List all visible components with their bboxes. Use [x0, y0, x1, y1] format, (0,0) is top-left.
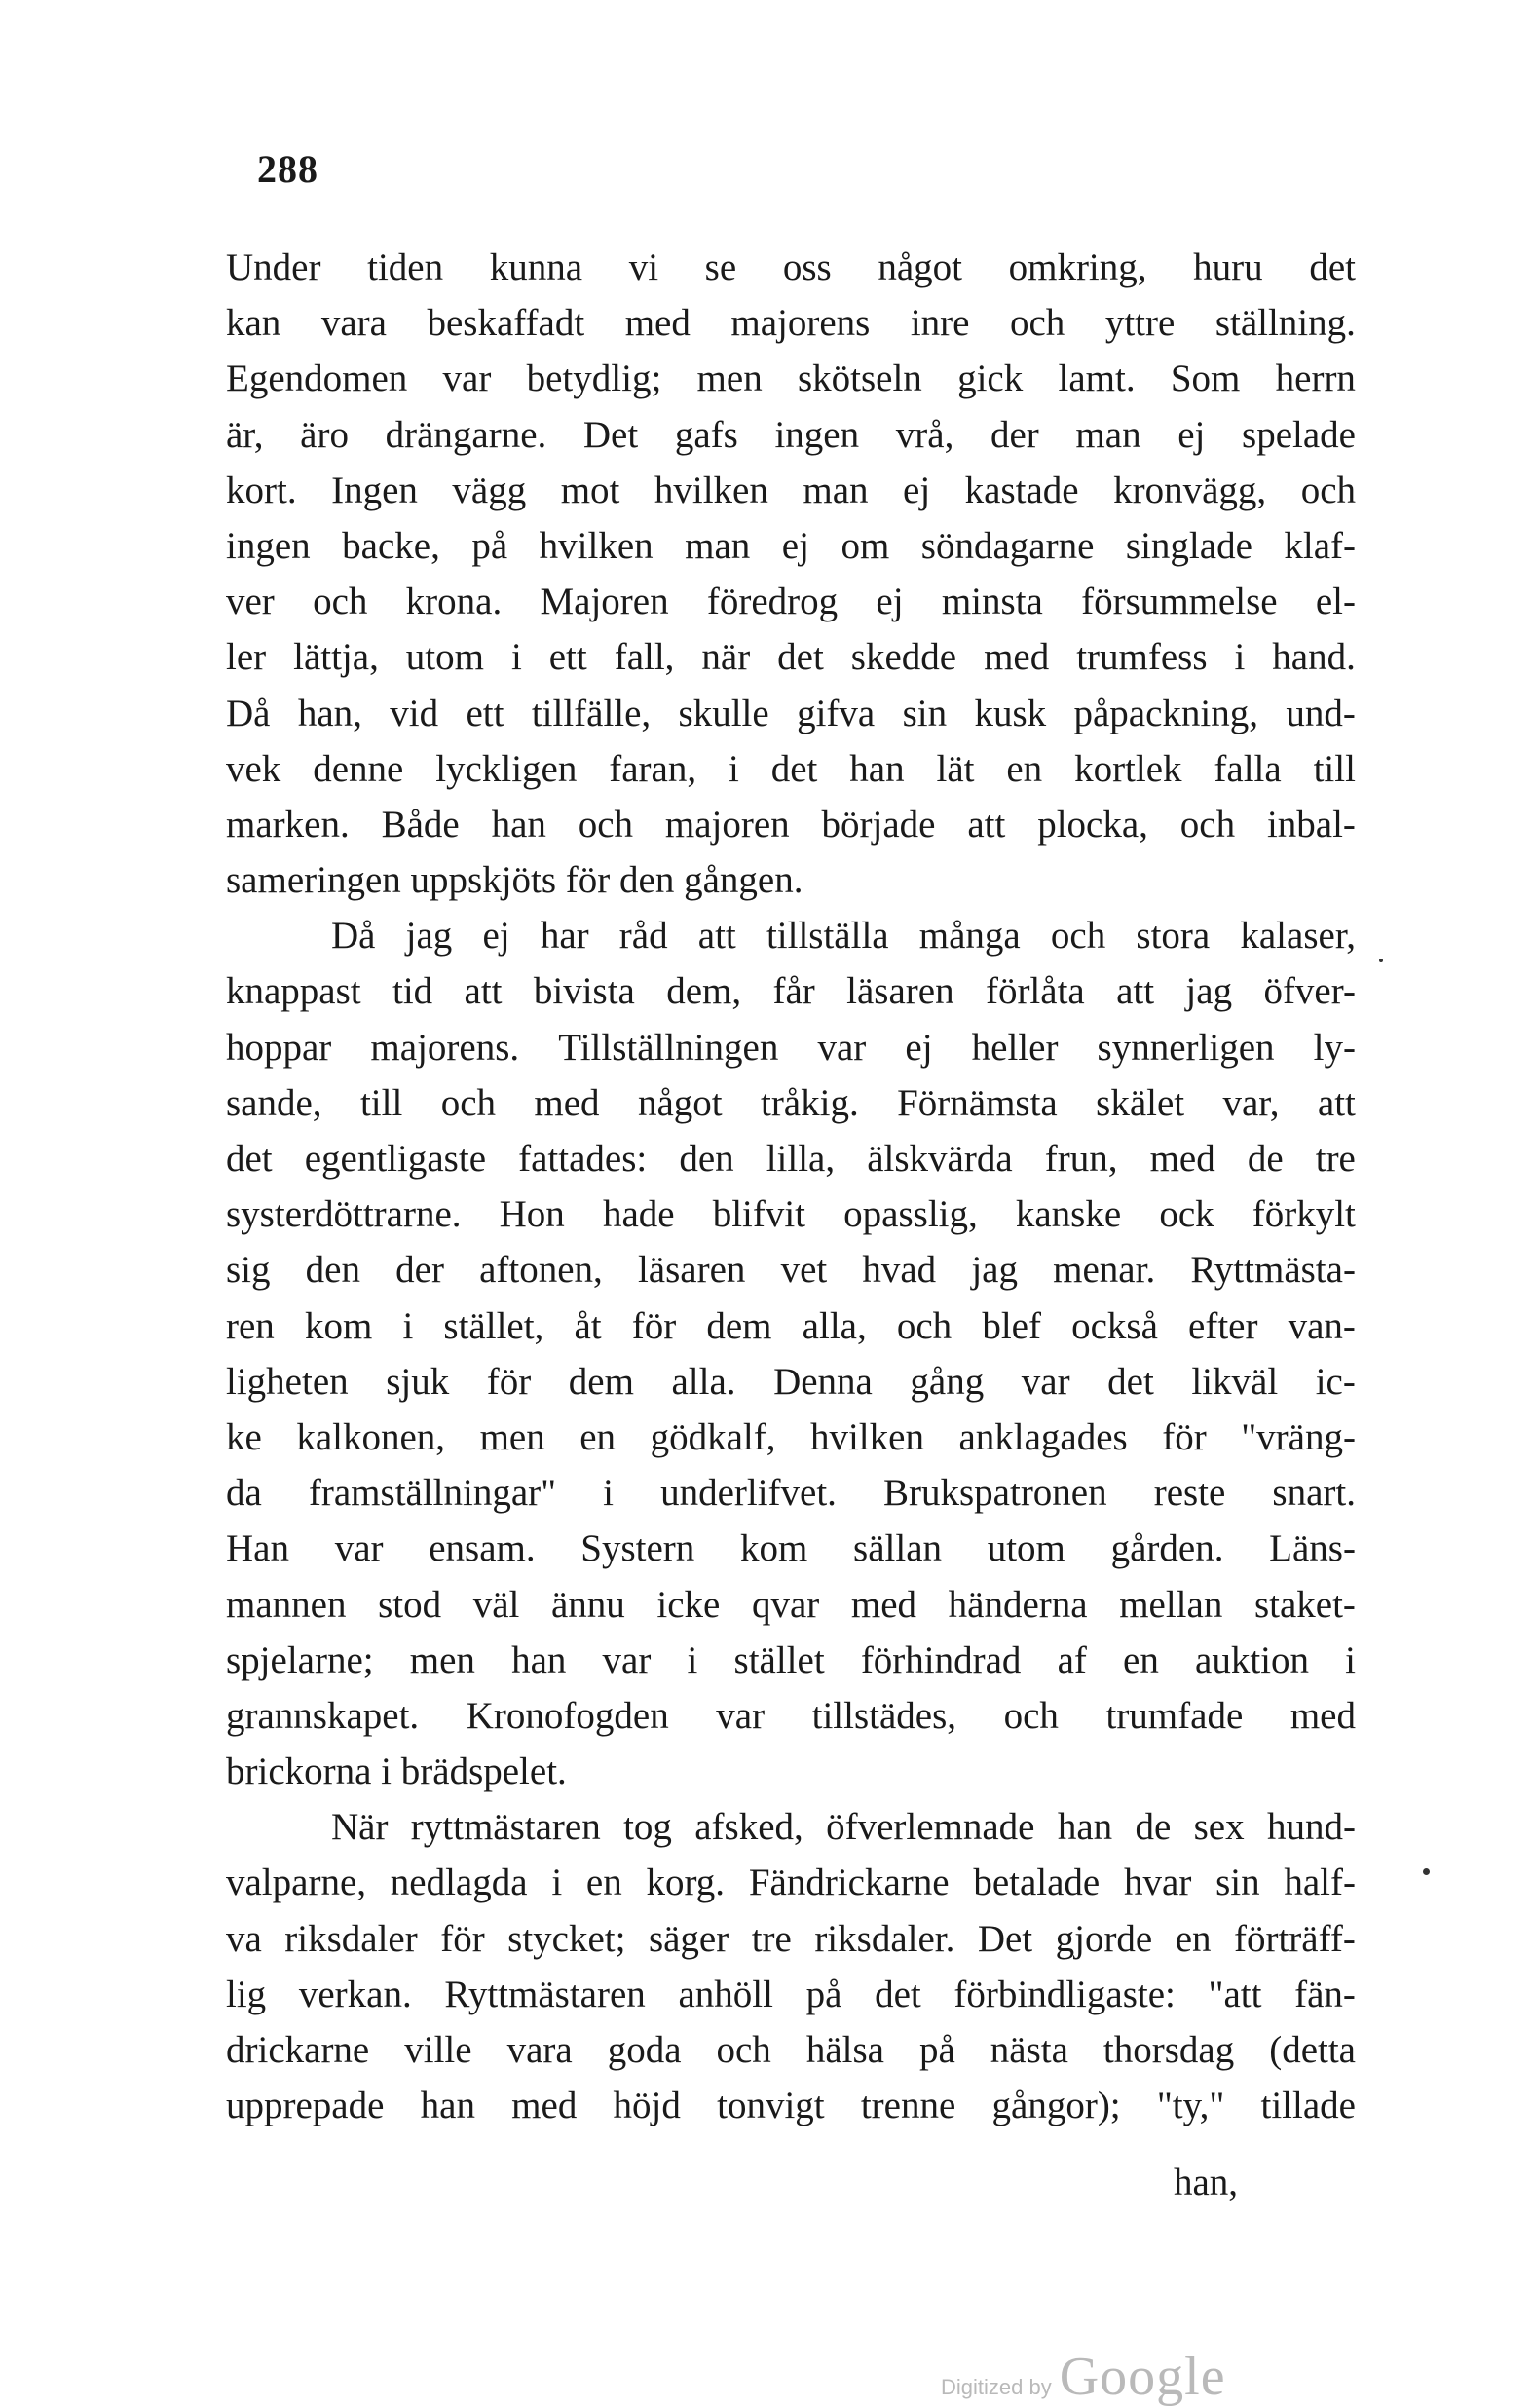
- text-line: da framställningar" i underlifvet. Brukspatronen reste snart.: [226, 1472, 1356, 1515]
- text-line: mannen stod väl ännu icke qvar med händerna mellan staket-: [226, 1583, 1356, 1626]
- text-line: valparne, nedlagda i en korg. Fändrickarne betalade hvar sin half-: [226, 1862, 1356, 1904]
- text-line: va riksdaler för stycket; säger tre riksdaler. Det gjorde en förträff-: [226, 1917, 1356, 1960]
- text-line: lig verkan. Ryttmästaren anhöll på det förbindligaste: "att fän-: [226, 1973, 1356, 2015]
- text-line: Då jag ej har råd att tillställa många och stora kalaser,: [331, 915, 1356, 958]
- catchword: han,: [1174, 2162, 1239, 2203]
- text-line: Då han, vid ett tillfälle, skulle gifva sin kusk påpackning, und-: [226, 692, 1356, 734]
- text-line: sande, till och med något tråkig. Förnämsta skälet var, att: [226, 1081, 1356, 1124]
- text-line: sig den der aftonen, läsaren vet hvad jag menar. Ryttmästa-: [226, 1249, 1356, 1292]
- text-line: systerdöttrarne. Hon hade blifvit opasslig, kanske ock förkylt: [226, 1193, 1356, 1236]
- text-line: marken. Både han och majoren började att plocka, och inbal-: [226, 803, 1356, 846]
- stray-ink-mark: [1423, 1868, 1430, 1875]
- text-line: ke kalkonen, men en gödkalf, hvilken anklagades för "vräng-: [226, 1415, 1356, 1458]
- stray-ink-mark: [1379, 959, 1383, 962]
- text-line: ingen backe, på hvilken man ej om söndagarne singlade klaf-: [226, 524, 1356, 567]
- text-line: sameringen uppskjöts för den gången.: [226, 859, 803, 902]
- text-line: upprepade han med höjd tonvigt trenne gångor); "ty," tillade: [226, 2085, 1356, 2127]
- text-line: knappast tid att bivista dem, får läsaren förlåta att jag öfver-: [226, 970, 1356, 1013]
- text-line: ligheten sjuk för dem alla. Denna gång var det likväl ic-: [226, 1360, 1356, 1403]
- text-line: ver och krona. Majoren föredrog ej minsta försummelse el-: [226, 581, 1356, 623]
- watermark-prefix: Digitized by: [941, 2375, 1052, 2399]
- text-line: ler lättja, utom i ett fall, när det skedde med trumfess i hand.: [226, 636, 1356, 679]
- text-line: kan vara beskaffadt med majorens inre och yttre ställning.: [226, 302, 1356, 345]
- text-line: spjelarne; men han var i stället förhindrad af en auktion i: [226, 1638, 1356, 1681]
- google-logo: Google: [1059, 2347, 1226, 2407]
- text-line: brickorna i brädspelet.: [226, 1750, 567, 1793]
- text-line: drickarne ville vara goda och hälsa på nästa thorsdag (detta: [226, 2029, 1356, 2071]
- text-line: det egentligaste fattades: den lilla, älskvärda frun, med de tre: [226, 1138, 1356, 1180]
- digitized-watermark: [941, 2346, 1226, 2408]
- text-line: vek denne lyckligen faran, i det han lät en kortlek falla till: [226, 747, 1356, 790]
- text-line: Egendomen var betydlig; men skötseln gick lamt. Som herrn: [226, 357, 1356, 400]
- page-number: 288: [257, 147, 318, 191]
- text-line: När ryttmästaren tog afsked, öfverlemnade han de sex hund-: [331, 1806, 1356, 1849]
- text-line: kort. Ingen vägg mot hvilken man ej kastade kronvägg, och: [226, 469, 1356, 511]
- body-text: [226, 240, 1356, 2133]
- text-line: är, äro drängarne. Det gafs ingen vrå, der man ej spelade: [226, 413, 1356, 456]
- text-line: Han var ensam. Systern kom sällan utom gården. Läns-: [226, 1527, 1356, 1570]
- text-line: grannskapet. Kronofogden var tillstädes, och trumfade med: [226, 1694, 1356, 1737]
- text-line: ren kom i stället, åt för dem alla, och blef också efter van-: [226, 1304, 1356, 1347]
- text-line: hoppar majorens. Tillställningen var ej heller synnerligen ly-: [226, 1026, 1356, 1069]
- text-line: Under tiden kunna vi se oss något omkring, huru det: [226, 246, 1356, 288]
